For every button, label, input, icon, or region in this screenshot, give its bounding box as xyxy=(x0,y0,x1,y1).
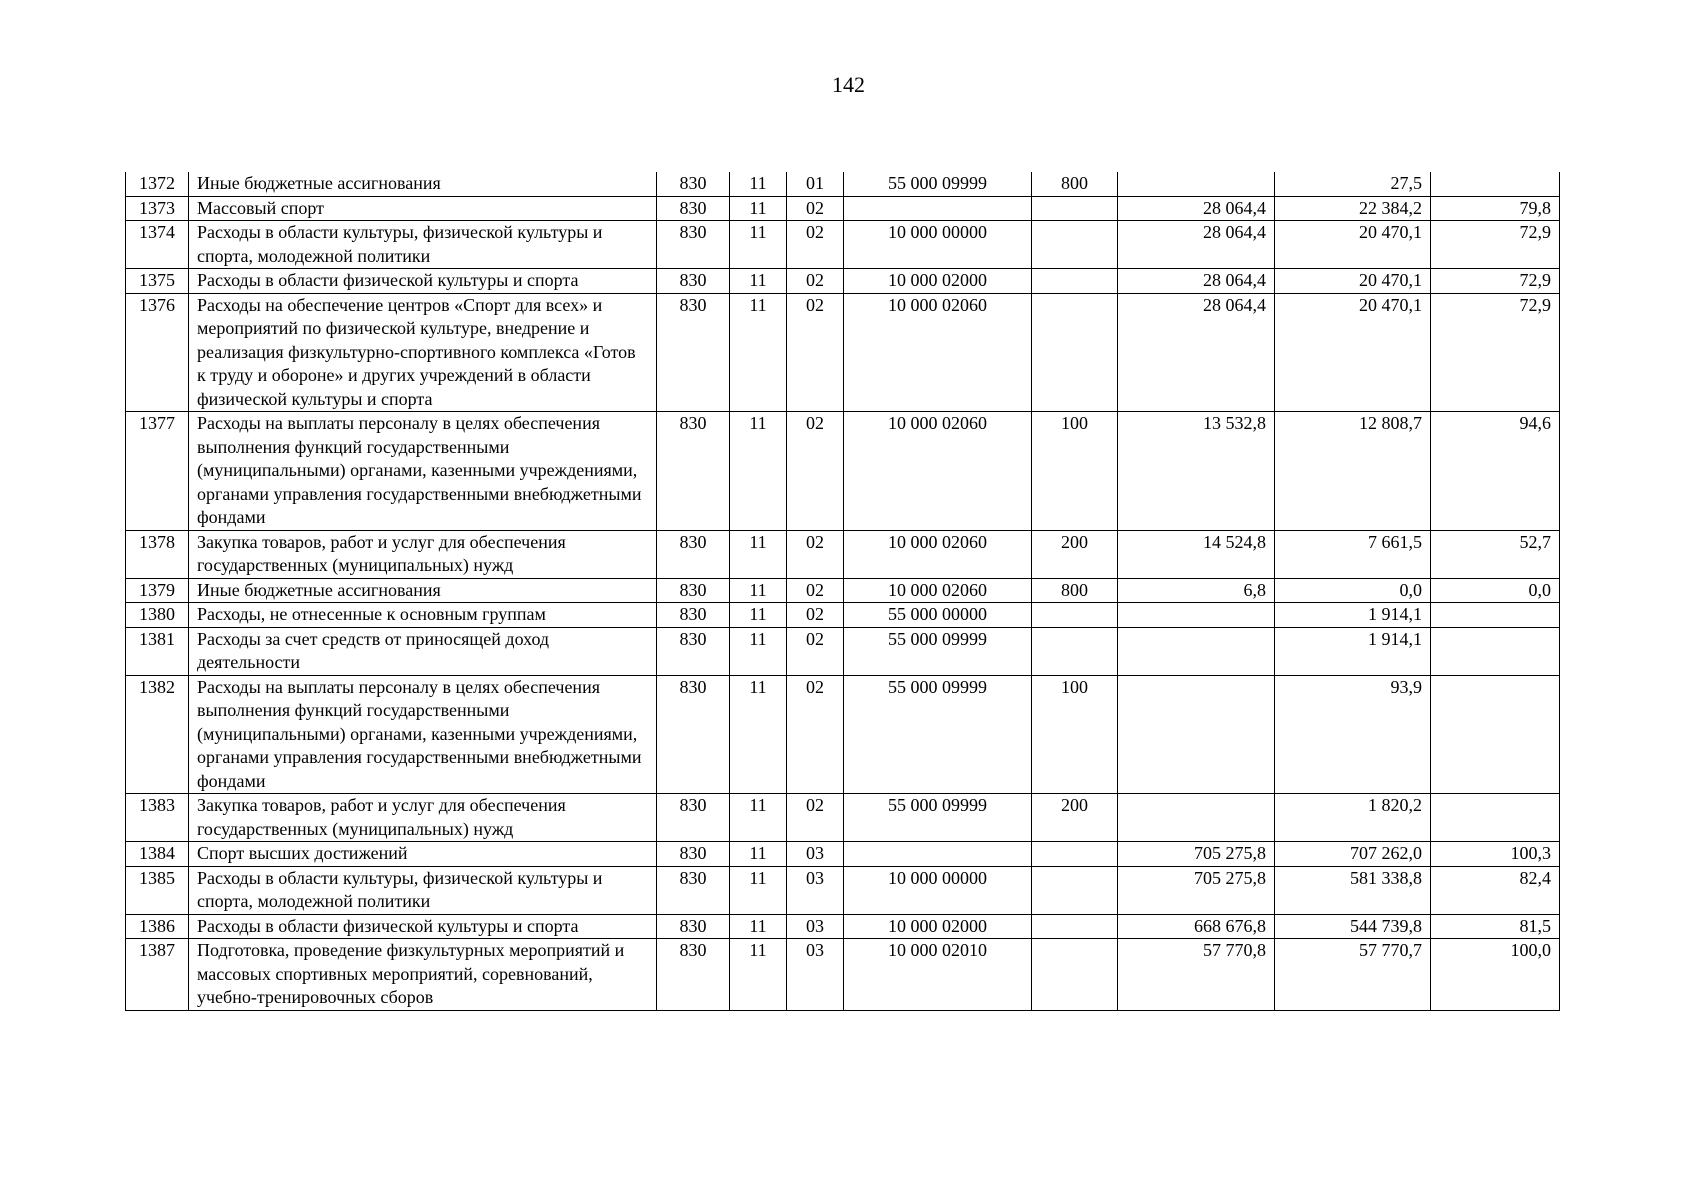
row-number-cell: 1372 xyxy=(126,172,189,196)
section-code-cell: 11 xyxy=(730,939,787,1011)
execution-percent-cell xyxy=(1431,675,1560,794)
section-code-cell: 11 xyxy=(730,794,787,842)
item-name-cell: Расходы на обеспечение центров «Спорт для всех» и мероприятий по физической культуре, внедрение и реализация физкультурно-спортивного комплекса «Готов к труду и обороне» и других учреждений в области физической культуры и спорта xyxy=(189,293,657,412)
actual-amount-cell: 544 739,8 xyxy=(1275,914,1431,939)
subsection-code-cell: 02 xyxy=(787,794,844,842)
execution-percent-cell xyxy=(1431,627,1560,675)
planned-amount-cell: 28 064,4 xyxy=(1118,196,1275,221)
item-name-cell: Расходы на выплаты персоналу в целях обеспечения выполнения функций государственными (муниципальными) органами, казенными учреждениями, органами управления государственными внебюджетными фондами xyxy=(189,412,657,531)
execution-percent-cell xyxy=(1431,794,1560,842)
planned-amount-cell: 705 275,8 xyxy=(1118,842,1275,867)
actual-amount-cell: 20 470,1 xyxy=(1275,293,1431,412)
actual-amount-cell: 12 808,7 xyxy=(1275,412,1431,531)
row-number-cell: 1387 xyxy=(126,939,189,1011)
item-name-cell: Закупка товаров, работ и услуг для обеспечения государственных (муниципальных) нужд xyxy=(189,794,657,842)
planned-amount-cell: 668 676,8 xyxy=(1118,914,1275,939)
table-row xyxy=(126,269,1560,294)
item-name-cell: Расходы, не отнесенные к основным группам xyxy=(189,603,657,628)
row-number-cell: 1380 xyxy=(126,603,189,628)
expense-type-cell xyxy=(1032,866,1118,914)
row-number-cell: 1386 xyxy=(126,914,189,939)
subsection-code-cell: 02 xyxy=(787,293,844,412)
execution-percent-cell: 94,6 xyxy=(1431,412,1560,531)
target-article-cell: 10 000 00000 xyxy=(844,866,1032,914)
actual-amount-cell: 20 470,1 xyxy=(1275,221,1431,269)
expense-type-cell: 200 xyxy=(1032,530,1118,578)
department-code-cell: 830 xyxy=(657,675,730,794)
target-article-cell: 10 000 00000 xyxy=(844,221,1032,269)
item-name-cell: Иные бюджетные ассигнования xyxy=(189,172,657,196)
planned-amount-cell: 6,8 xyxy=(1118,578,1275,603)
planned-amount-cell xyxy=(1118,675,1275,794)
table-row xyxy=(126,293,1560,412)
planned-amount-cell: 705 275,8 xyxy=(1118,866,1275,914)
execution-percent-cell: 0,0 xyxy=(1431,578,1560,603)
table-row xyxy=(126,578,1560,603)
department-code-cell: 830 xyxy=(657,578,730,603)
page-number: 142 xyxy=(832,72,865,97)
expense-type-cell xyxy=(1032,914,1118,939)
table-row xyxy=(126,172,1560,196)
subsection-code-cell: 02 xyxy=(787,269,844,294)
item-name-cell: Спорт высших достижений xyxy=(189,842,657,867)
row-number-cell: 1383 xyxy=(126,794,189,842)
subsection-code-cell: 03 xyxy=(787,866,844,914)
department-code-cell: 830 xyxy=(657,603,730,628)
target-article-cell: 10 000 02060 xyxy=(844,293,1032,412)
actual-amount-cell: 20 470,1 xyxy=(1275,269,1431,294)
actual-amount-cell: 7 661,5 xyxy=(1275,530,1431,578)
expense-type-cell: 100 xyxy=(1032,412,1118,531)
expense-type-cell: 200 xyxy=(1032,794,1118,842)
row-number-cell: 1381 xyxy=(126,627,189,675)
section-code-cell: 11 xyxy=(730,842,787,867)
section-code-cell: 11 xyxy=(730,627,787,675)
department-code-cell: 830 xyxy=(657,412,730,531)
actual-amount-cell: 22 384,2 xyxy=(1275,196,1431,221)
table-row xyxy=(126,939,1560,1011)
subsection-code-cell: 02 xyxy=(787,578,844,603)
item-name-cell: Расходы за счет средств от приносящей доход деятельности xyxy=(189,627,657,675)
section-code-cell: 11 xyxy=(730,172,787,196)
execution-percent-cell xyxy=(1431,603,1560,628)
planned-amount-cell: 57 770,8 xyxy=(1118,939,1275,1011)
expense-type-cell xyxy=(1032,269,1118,294)
department-code-cell: 830 xyxy=(657,914,730,939)
expense-type-cell xyxy=(1032,842,1118,867)
table-row xyxy=(126,627,1560,675)
target-article-cell: 55 000 00000 xyxy=(844,603,1032,628)
expense-type-cell: 100 xyxy=(1032,675,1118,794)
expense-type-cell xyxy=(1032,603,1118,628)
actual-amount-cell: 1 914,1 xyxy=(1275,603,1431,628)
table-row xyxy=(126,675,1560,794)
actual-amount-cell: 93,9 xyxy=(1275,675,1431,794)
row-number-cell: 1378 xyxy=(126,530,189,578)
expense-type-cell xyxy=(1032,196,1118,221)
table-row xyxy=(126,914,1560,939)
table-row xyxy=(126,866,1560,914)
item-name-cell: Иные бюджетные ассигнования xyxy=(189,578,657,603)
execution-percent-cell: 100,3 xyxy=(1431,842,1560,867)
item-name-cell: Расходы в области культуры, физической культуры и спорта, молодежной политики xyxy=(189,866,657,914)
row-number-cell: 1377 xyxy=(126,412,189,531)
planned-amount-cell xyxy=(1118,794,1275,842)
expense-type-cell: 800 xyxy=(1032,172,1118,196)
department-code-cell: 830 xyxy=(657,530,730,578)
row-number-cell: 1374 xyxy=(126,221,189,269)
target-article-cell: 55 000 09999 xyxy=(844,675,1032,794)
section-code-cell: 11 xyxy=(730,578,787,603)
execution-percent-cell: 72,9 xyxy=(1431,221,1560,269)
actual-amount-cell: 581 338,8 xyxy=(1275,866,1431,914)
target-article-cell: 10 000 02000 xyxy=(844,914,1032,939)
department-code-cell: 830 xyxy=(657,269,730,294)
section-code-cell: 11 xyxy=(730,675,787,794)
subsection-code-cell: 02 xyxy=(787,412,844,531)
department-code-cell: 830 xyxy=(657,196,730,221)
expense-type-cell xyxy=(1032,293,1118,412)
target-article-cell: 55 000 09999 xyxy=(844,794,1032,842)
budget-table xyxy=(125,172,1560,1011)
expense-type-cell: 800 xyxy=(1032,578,1118,603)
section-code-cell: 11 xyxy=(730,269,787,294)
subsection-code-cell: 03 xyxy=(787,939,844,1011)
department-code-cell: 830 xyxy=(657,627,730,675)
department-code-cell: 830 xyxy=(657,293,730,412)
planned-amount-cell: 14 524,8 xyxy=(1118,530,1275,578)
row-number-cell: 1382 xyxy=(126,675,189,794)
section-code-cell: 11 xyxy=(730,866,787,914)
item-name-cell: Расходы в области физической культуры и спорта xyxy=(189,914,657,939)
target-article-cell: 10 000 02060 xyxy=(844,578,1032,603)
row-number-cell: 1384 xyxy=(126,842,189,867)
section-code-cell: 11 xyxy=(730,603,787,628)
target-article-cell: 55 000 09999 xyxy=(844,172,1032,196)
subsection-code-cell: 02 xyxy=(787,603,844,628)
target-article-cell: 55 000 09999 xyxy=(844,627,1032,675)
target-article-cell: 10 000 02060 xyxy=(844,412,1032,531)
execution-percent-cell: 79,8 xyxy=(1431,196,1560,221)
subsection-code-cell: 02 xyxy=(787,675,844,794)
actual-amount-cell: 707 262,0 xyxy=(1275,842,1431,867)
actual-amount-cell: 57 770,7 xyxy=(1275,939,1431,1011)
target-article-cell xyxy=(844,196,1032,221)
item-name-cell: Массовый спорт xyxy=(189,196,657,221)
item-name-cell: Расходы на выплаты персоналу в целях обеспечения выполнения функций государственными (муниципальными) органами, казенными учреждениями, органами управления государственными внебюджетными фондами xyxy=(189,675,657,794)
execution-percent-cell: 82,4 xyxy=(1431,866,1560,914)
table-row xyxy=(126,412,1560,531)
subsection-code-cell: 01 xyxy=(787,172,844,196)
department-code-cell: 830 xyxy=(657,939,730,1011)
subsection-code-cell: 02 xyxy=(787,196,844,221)
subsection-code-cell: 02 xyxy=(787,530,844,578)
planned-amount-cell xyxy=(1118,627,1275,675)
table-row xyxy=(126,530,1560,578)
target-article-cell: 10 000 02060 xyxy=(844,530,1032,578)
department-code-cell: 830 xyxy=(657,221,730,269)
subsection-code-cell: 03 xyxy=(787,842,844,867)
planned-amount-cell xyxy=(1118,172,1275,196)
actual-amount-cell: 1 914,1 xyxy=(1275,627,1431,675)
table-row xyxy=(126,603,1560,628)
subsection-code-cell: 02 xyxy=(787,221,844,269)
row-number-cell: 1385 xyxy=(126,866,189,914)
target-article-cell: 10 000 02000 xyxy=(844,269,1032,294)
section-code-cell: 11 xyxy=(730,914,787,939)
item-name-cell: Расходы в области культуры, физической культуры и спорта, молодежной политики xyxy=(189,221,657,269)
item-name-cell: Расходы в области физической культуры и спорта xyxy=(189,269,657,294)
item-name-cell: Закупка товаров, работ и услуг для обеспечения государственных (муниципальных) нужд xyxy=(189,530,657,578)
actual-amount-cell: 1 820,2 xyxy=(1275,794,1431,842)
expense-type-cell xyxy=(1032,221,1118,269)
section-code-cell: 11 xyxy=(730,196,787,221)
execution-percent-cell: 72,9 xyxy=(1431,293,1560,412)
execution-percent-cell: 100,0 xyxy=(1431,939,1560,1011)
planned-amount-cell: 28 064,4 xyxy=(1118,293,1275,412)
execution-percent-cell: 72,9 xyxy=(1431,269,1560,294)
table-row xyxy=(126,842,1560,867)
table-row xyxy=(126,794,1560,842)
item-name-cell: Подготовка, проведение физкультурных мероприятий и массовых спортивных мероприятий, соревнований, учебно-тренировочных сборов xyxy=(189,939,657,1011)
target-article-cell xyxy=(844,842,1032,867)
expense-type-cell xyxy=(1032,627,1118,675)
actual-amount-cell: 27,5 xyxy=(1275,172,1431,196)
section-code-cell: 11 xyxy=(730,221,787,269)
department-code-cell: 830 xyxy=(657,866,730,914)
department-code-cell: 830 xyxy=(657,794,730,842)
execution-percent-cell: 81,5 xyxy=(1431,914,1560,939)
planned-amount-cell: 13 532,8 xyxy=(1118,412,1275,531)
department-code-cell: 830 xyxy=(657,172,730,196)
section-code-cell: 11 xyxy=(730,412,787,531)
department-code-cell: 830 xyxy=(657,842,730,867)
section-code-cell: 11 xyxy=(730,530,787,578)
target-article-cell: 10 000 02010 xyxy=(844,939,1032,1011)
execution-percent-cell xyxy=(1431,172,1560,196)
planned-amount-cell: 28 064,4 xyxy=(1118,269,1275,294)
row-number-cell: 1379 xyxy=(126,578,189,603)
subsection-code-cell: 02 xyxy=(787,627,844,675)
actual-amount-cell: 0,0 xyxy=(1275,578,1431,603)
execution-percent-cell: 52,7 xyxy=(1431,530,1560,578)
planned-amount-cell: 28 064,4 xyxy=(1118,221,1275,269)
row-number-cell: 1375 xyxy=(126,269,189,294)
subsection-code-cell: 03 xyxy=(787,914,844,939)
table-row xyxy=(126,221,1560,269)
section-code-cell: 11 xyxy=(730,293,787,412)
planned-amount-cell xyxy=(1118,603,1275,628)
table-row xyxy=(126,196,1560,221)
row-number-cell: 1376 xyxy=(126,293,189,412)
table-body xyxy=(126,172,1560,1010)
expense-type-cell xyxy=(1032,939,1118,1011)
row-number-cell: 1373 xyxy=(126,196,189,221)
